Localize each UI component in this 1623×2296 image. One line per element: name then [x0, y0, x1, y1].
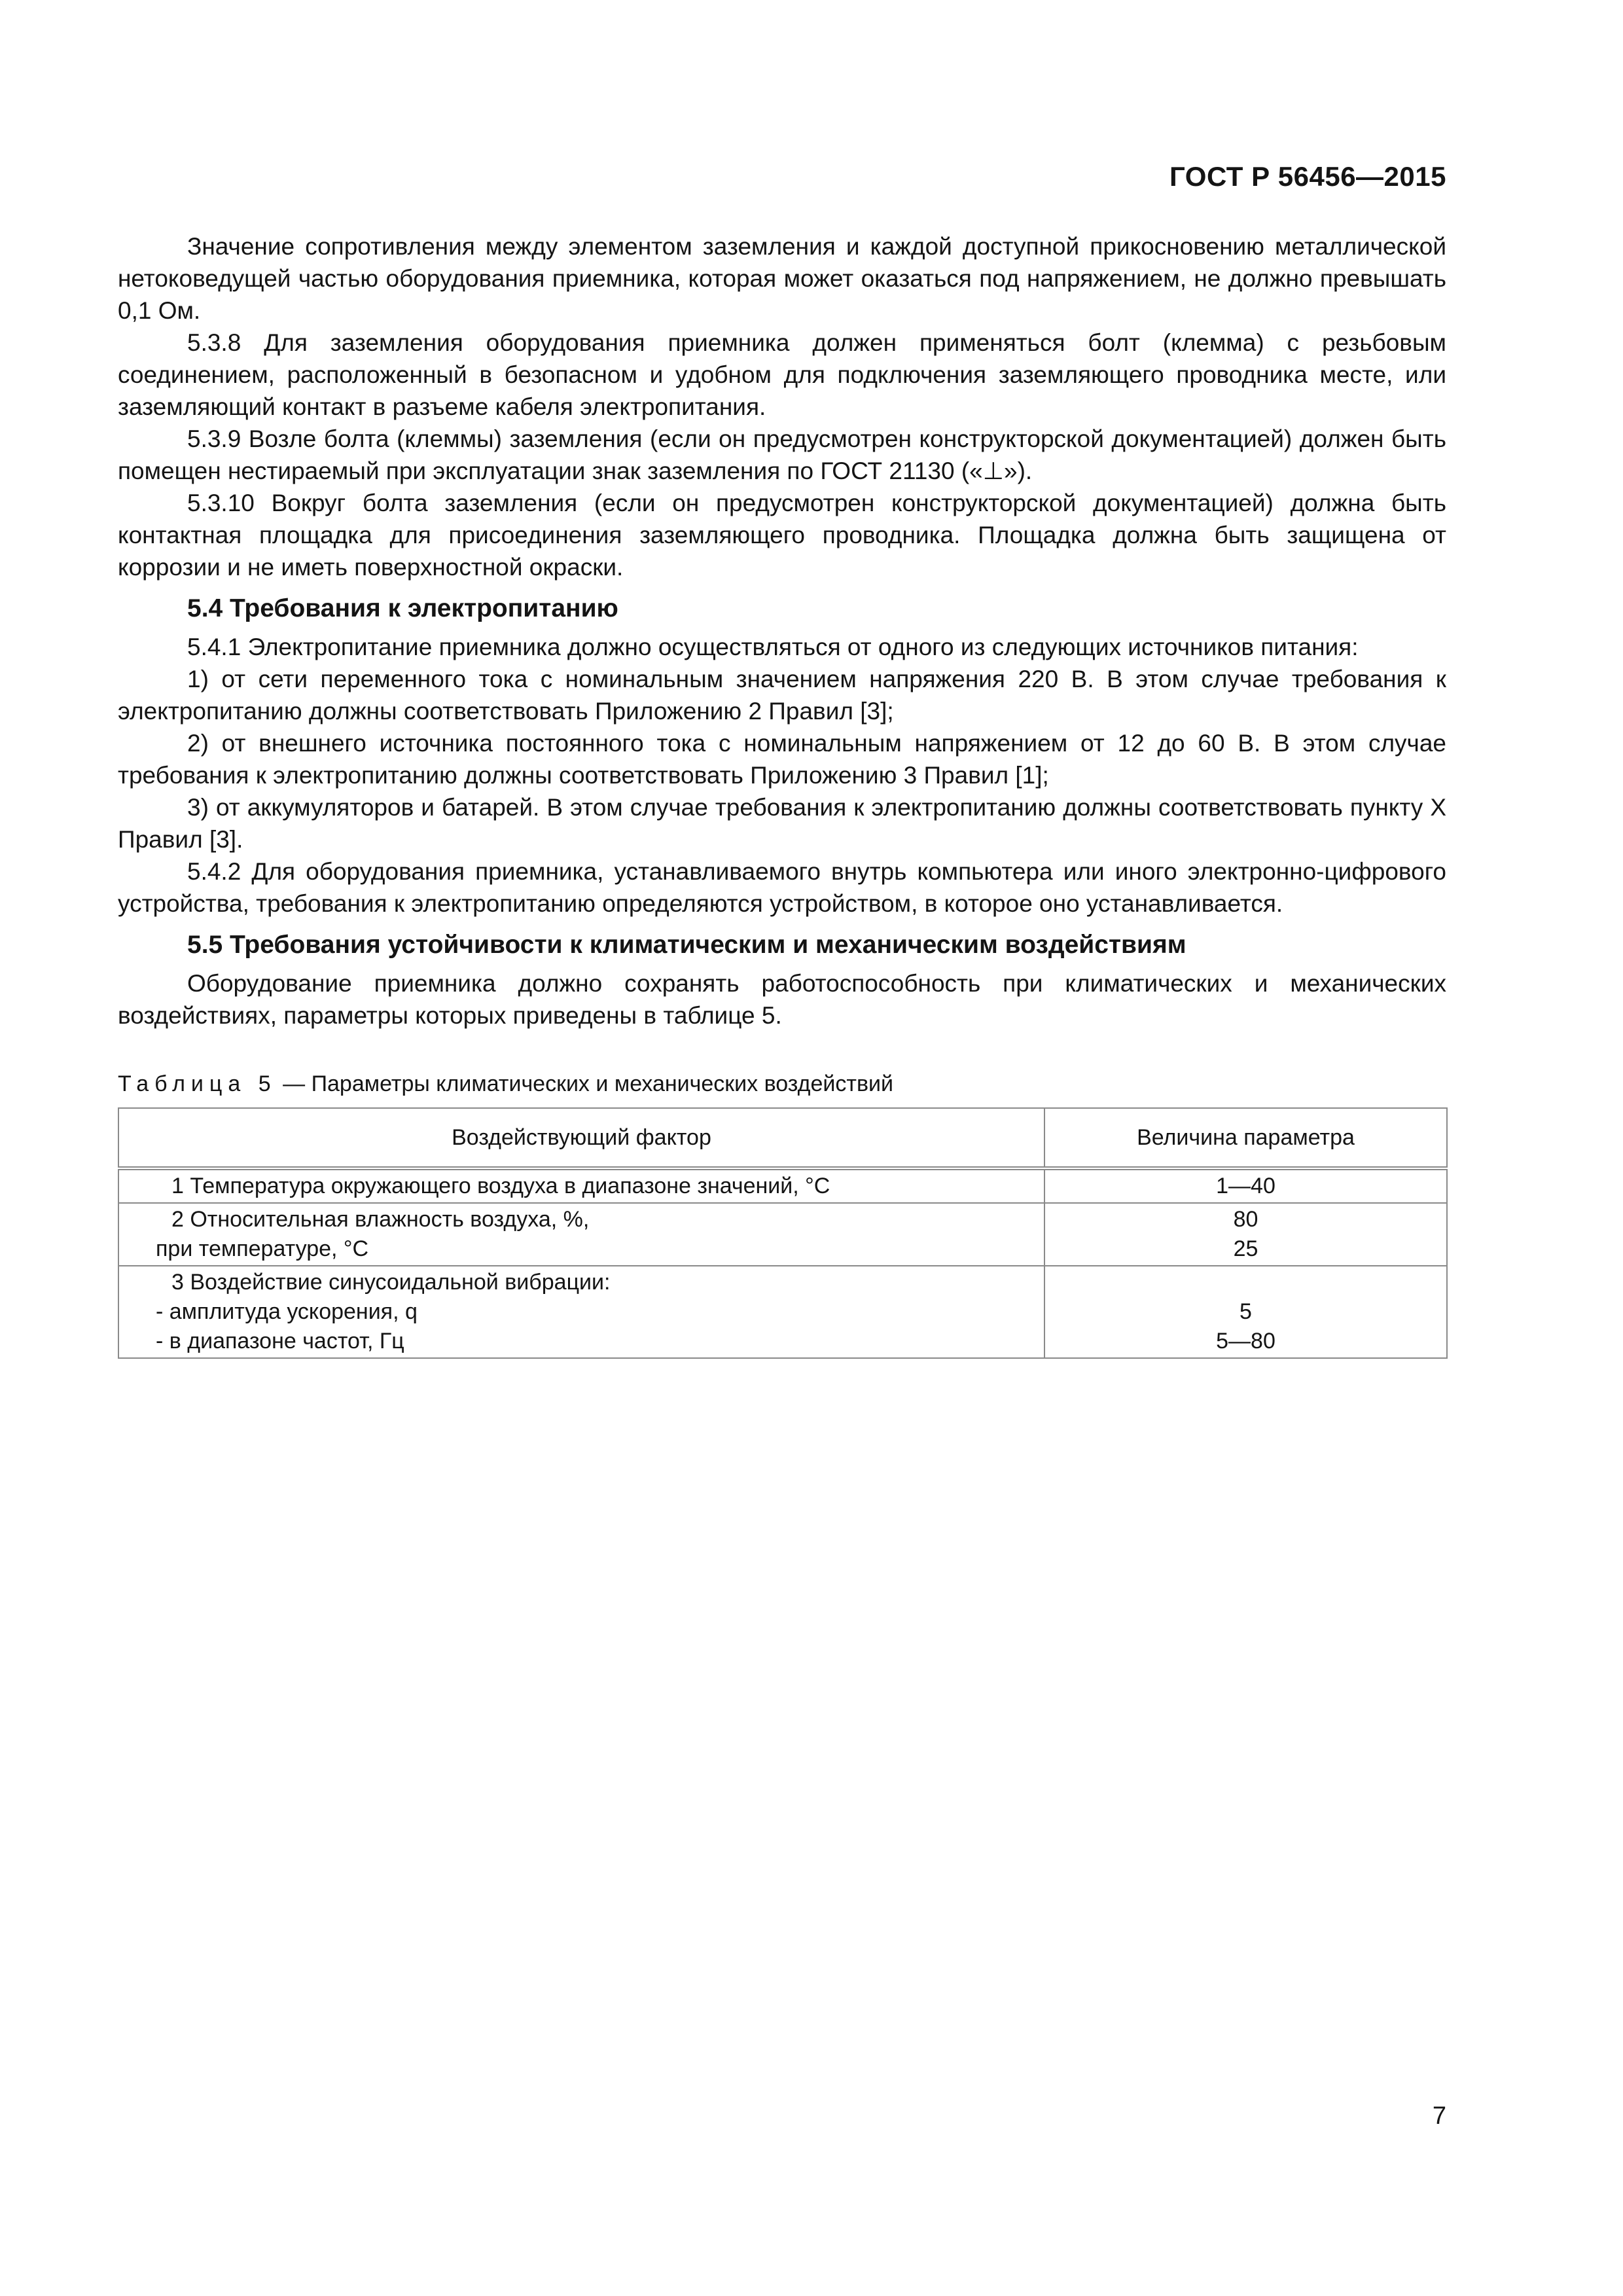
row3-factor: [118, 1266, 1044, 1358]
table-header-row: [118, 1108, 1447, 1168]
section-heading-5-4: 5.4 Требования к электропитанию: [187, 594, 618, 622]
paragraph-resistance: Значение сопротивления между элементом заземления и каждой доступной прикосновению металлической нетоковедущей частью оборудования приемника, которая может оказаться под напряжением, не должно превышать 0,1 Ом.: [118, 233, 1446, 324]
column-header-factor: Воздействующий фактор: [118, 1108, 1044, 1168]
row2-factor-line1: 2 Относительная влажность воздуха, %,: [171, 1207, 590, 1232]
row2-factor-line2: при температуре, °С: [156, 1236, 369, 1261]
row2-value-line1: 80: [1233, 1207, 1258, 1232]
row3-value: [1044, 1266, 1447, 1358]
page-body: [118, 230, 1446, 1359]
row3-value-line1: [1052, 1268, 1440, 1297]
parameters-table: [118, 1107, 1448, 1359]
row3-factor-line1: 3 Воздействие синусоидальной вибрации:: [171, 1270, 611, 1295]
table-caption: [118, 1069, 1446, 1098]
list-item-2: 2) от внешнего источника постоянного тока с номинальным напряжением от 12 до 60 В. В этом случае требования к электропитанию должны соответствовать Приложению 3 Правил [1];: [118, 730, 1446, 789]
table-caption-text: — Параметры климатических и механических воздействий: [283, 1071, 893, 1096]
table-caption-label: Таблица 5: [118, 1071, 277, 1096]
paragraph-5-3-8: 5.3.8 Для заземления оборудования приемника должен применяться болт (клемма) с резьбовым соединением, расположенный в безопасном и удобном для подключения заземляющего проводника месте, или заземляющий контакт в разъеме кабеля электропитания.: [118, 329, 1446, 420]
page-number: 7: [1432, 2102, 1446, 2130]
table-row: [118, 1266, 1447, 1358]
table-row: [118, 1203, 1447, 1266]
row1-value: 1—40: [1044, 1168, 1447, 1203]
row3-value-line3: 5—80: [1216, 1329, 1275, 1354]
row3-factor-line3: - в диапазоне частот, Гц: [156, 1329, 404, 1354]
row2-factor: [118, 1203, 1044, 1266]
list-item-1: 1) от сети переменного тока с номинальным значением напряжения 220 В. В этом случае требования к электропитанию должны соответствовать Приложению 2 Правил [3];: [118, 666, 1446, 725]
table-row: [118, 1168, 1447, 1203]
column-header-value: Величина параметра: [1044, 1108, 1447, 1168]
section-heading-5-5: 5.5 Требования устойчивости к климатическим и механическим воздействиям: [187, 931, 1186, 959]
list-item-3: 3) от аккумуляторов и батарей. В этом случае требования к электропитанию должны соответствовать пункту Х Правил [3].: [118, 794, 1446, 853]
document-code-header: ГОСТ Р 56456—2015: [1169, 161, 1446, 192]
row1-factor: 1 Температура окружающего воздуха в диапазоне значений, °С: [118, 1168, 1044, 1203]
paragraph-5-3-9: 5.3.9 Возле болта (клеммы) заземления (если он предусмотрен конструкторской документацией) должен быть помещен нестираемый при эксплуатации знак заземления по ГОСТ 21130 («⊥»).: [118, 425, 1446, 484]
paragraph-5-4-2: 5.4.2 Для оборудования приемника, устанавливаемого внутрь компьютера или иного электронно-цифрового устройства, требования к электропитанию определяются устройством, в которое оно устанавливается.: [118, 858, 1446, 917]
row2-value-line2: 25: [1233, 1236, 1258, 1261]
paragraph-5-3-10: 5.3.10 Вокруг болта заземления (если он предусмотрен конструкторской документацией) должна быть контактная площадка для присоединения заземляющего проводника. Площадка должна быть защищена от коррозии и не иметь поверхностной окраски.: [118, 490, 1446, 581]
row2-value: [1044, 1203, 1447, 1266]
paragraph-5-5-intro: Оборудование приемника должно сохранять работоспособность при климатических и механических воздействиях, параметры которых приведены в таблице 5.: [118, 970, 1446, 1029]
row3-factor-line2: - амплитуда ускорения, q: [156, 1299, 418, 1324]
paragraph-5-4-1: 5.4.1 Электропитание приемника должно осуществляться от одного из следующих источников питания:: [187, 634, 1359, 660]
row3-value-line2: 5: [1240, 1299, 1252, 1324]
